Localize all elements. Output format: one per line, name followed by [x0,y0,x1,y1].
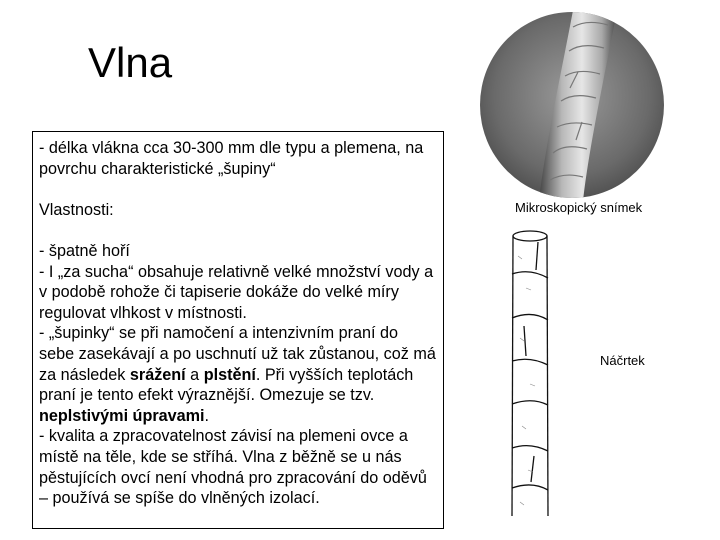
bullet-scales-part1: - „šupinky“ se při namočení a intenzivním praní do sebe zasekávají a po uschnutí už tak zůstanou, což má za následek [39,324,436,384]
sketch-caption: Náčrtek [600,353,645,368]
term-srazeni: srážení [129,365,186,384]
slide-title: Vlna [88,39,173,86]
bullet-scales-part4: . [204,406,210,425]
bullet-quality: - kvalita a zpracovatelnost závisí na plemeni ovce a místě na těle, kde se stříhá. Vlna z běžně se u nás pěstujících ovcí není vhodná pro zpracování do oděvů – používá se spíše do vlněných izolací. [39,427,427,508]
microscope-caption: Mikroskopický snímek [515,200,643,215]
bullet-burning: - špatně hoří [39,241,130,260]
bullet-moisture: - I „za sucha“ obsahuje relativně velké množství vody a v podobě rohože či tapiserie dokáže do velké míry regulovat vlhkost v místnosti. [39,262,434,322]
bullet-scales-part2: a [185,365,204,384]
bullet-scales-part3: . Při vyšších teplotách praní je tento efekt výraznější. Omezuje se tzv. [39,365,414,405]
term-plsteni: plstění [203,365,256,384]
properties-heading: Vlastnosti: [39,200,114,219]
term-neplstive-upravy: neplstivými úpravami [39,406,205,425]
intro-text: - délka vlákna cca 30-300 mm dle typu a plemena, na povrchu charakteristické „šupiny“ [39,139,424,178]
text-box [32,131,444,529]
bullet-scales [39,323,437,426]
microscope-image [478,10,666,200]
fiber-sketch [500,226,590,526]
